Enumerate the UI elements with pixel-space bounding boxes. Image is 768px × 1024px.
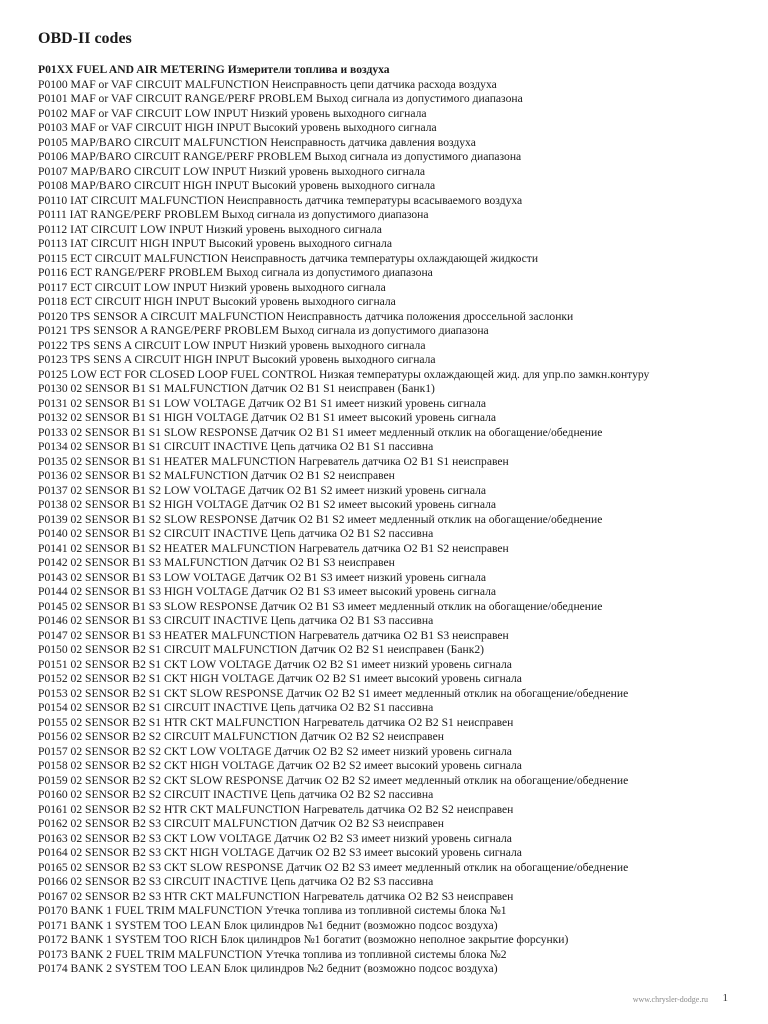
code-entry: P0120 TPS SENSOR A CIRCUIT MALFUNCTION Неисправность датчика положения дроссельной заслонки — [38, 309, 574, 323]
code-entry: P0138 02 SENSOR B1 S2 HIGH VOLTAGE Датчик O2 B1 S2 имеет высокий уровень сигнала — [38, 498, 497, 511]
code-entry: P0102 MAF or VAF CIRCUIT LOW INPUT Низкий уровень выходного сигнала — [38, 106, 427, 120]
section-heading: P01XX FUEL AND AIR METERING Измерители топлива и воздуха — [38, 63, 390, 76]
code-entry: P0116 ECT RANGE/PERF PROBLEM Выход сигнала из допустимого диапазона — [38, 266, 433, 279]
code-entry: P0158 02 SENSOR B2 S2 CKT HIGH VOLTAGE Датчик O2 B2 S2 имеет высокий уровень сигнала — [38, 759, 522, 772]
code-entry: P0130 02 SENSOR B1 S1 MALFUNCTION Датчик O2 B1 S1 неисправен (Банк1) — [38, 382, 435, 395]
code-entry: P0103 MAF or VAF CIRCUIT HIGH INPUT Высокий уровень выходного сигнала — [38, 121, 437, 134]
code-entry: P0100 MAF or VAF CIRCUIT MALFUNCTION Неисправность цепи датчика расхода воздуха — [38, 77, 497, 91]
code-entry: P0160 02 SENSOR B2 S2 CIRCUIT INACTIVE Цепь датчика O2 B2 S2 пассивна — [38, 788, 434, 801]
code-entry: P0133 02 SENSOR B1 S1 SLOW RESPONSE Датчик O2 B1 S1 имеет медленный отклик на обогащение/обеднение — [38, 425, 603, 439]
code-entry: P0163 02 SENSOR B2 S3 CKT LOW VOLTAGE Датчик O2 B2 S3 имеет низкий уровень сигнала — [38, 831, 512, 845]
code-entry: P0162 02 SENSOR B2 S3 CIRCUIT MALFUNCTION Датчик O2 B2 S3 неисправен — [38, 817, 444, 830]
code-entry: P0106 MAP/BARO CIRCUIT RANGE/PERF PROBLEM Выход сигнала из допустимого диапазона — [38, 150, 522, 163]
code-entry: P0144 02 SENSOR B1 S3 HIGH VOLTAGE Датчик O2 B1 S3 имеет высокий уровень сигнала — [38, 585, 497, 598]
code-entry: P0132 02 SENSOR B1 S1 HIGH VOLTAGE Датчик O2 B1 S1 имеет высокий уровень сигнала — [38, 411, 497, 424]
code-entry: P0108 MAP/BARO CIRCUIT HIGH INPUT Высокий уровень выходного сигнала — [38, 179, 436, 192]
code-entry: P0172 BANK 1 SYSTEM TOO RICH Блок цилиндров №1 богатит (возможно неполное закрытие форсунки) — [38, 933, 569, 946]
page-number: 1 — [722, 992, 728, 1004]
code-entry: P0111 IAT RANGE/PERF PROBLEM Выход сигнала из допустимого диапазона — [38, 208, 429, 221]
code-entry: P0150 02 SENSOR B2 S1 CIRCUIT MALFUNCTION Датчик O2 B2 S1 неисправен (Банк2) — [38, 643, 484, 656]
code-entry: P0141 02 SENSOR B1 S2 HEATER MALFUNCTION Нагреватель датчика O2 B1 S2 неисправен — [38, 541, 509, 555]
code-entry: P0153 02 SENSOR B2 S1 CKT SLOW RESPONSE Датчик O2 B2 S1 имеет медленный отклик на обогащение/обеднение — [38, 686, 629, 700]
code-entry: P0151 02 SENSOR B2 S1 CKT LOW VOLTAGE Датчик O2 B2 S1 имеет низкий уровень сигнала — [38, 657, 512, 671]
code-entry: P0101 MAF or VAF CIRCUIT RANGE/PERF PROBLEM Выход сигнала из допустимого диапазона — [38, 92, 523, 105]
code-entry: P0156 02 SENSOR B2 S2 CIRCUIT MALFUNCTION Датчик O2 B2 S2 неисправен — [38, 730, 444, 743]
code-entry: P0115 ECT CIRCUIT MALFUNCTION Неисправность датчика температуры охлаждающей жидкости — [38, 251, 539, 265]
code-entry: P0161 02 SENSOR B2 S2 HTR CKT MALFUNCTION Нагреватель датчика O2 B2 S2 неисправен — [38, 802, 514, 816]
code-entry: P0146 02 SENSOR B1 S3 CIRCUIT INACTIVE Цепь датчика O2 B1 S3 пассивна — [38, 614, 434, 627]
code-entry: P0166 02 SENSOR B2 S3 CIRCUIT INACTIVE Цепь датчика O2 B2 S3 пассивна — [38, 875, 434, 888]
code-entry: P0122 TPS SENS A CIRCUIT LOW INPUT Низкий уровень выходного сигнала — [38, 338, 426, 352]
code-entry: P0143 02 SENSOR B1 S3 LOW VOLTAGE Датчик O2 B1 S3 имеет низкий уровень сигнала — [38, 570, 487, 584]
code-entry: P0112 IAT CIRCUIT LOW INPUT Низкий уровень выходного сигнала — [38, 222, 382, 236]
code-entry: P0131 02 SENSOR B1 S1 LOW VOLTAGE Датчик O2 B1 S1 имеет низкий уровень сигнала — [38, 396, 487, 410]
code-entry: P0164 02 SENSOR B2 S3 CKT HIGH VOLTAGE Датчик O2 B2 S3 имеет высокий уровень сигнала — [38, 846, 522, 859]
code-entry: P0165 02 SENSOR B2 S3 CKT SLOW RESPONSE Датчик O2 B2 S3 имеет медленный отклик на обогащение/обеднение — [38, 860, 629, 874]
code-entry: P0152 02 SENSOR B2 S1 CKT HIGH VOLTAGE Датчик O2 B2 S1 имеет высокий уровень сигнала — [38, 672, 522, 685]
code-entry: P0136 02 SENSOR B1 S2 MALFUNCTION Датчик O2 B1 S2 неисправен — [38, 469, 395, 482]
code-entry: P0145 02 SENSOR B1 S3 SLOW RESPONSE Датчик O2 B1 S3 имеет медленный отклик на обогащение/обеднение — [38, 599, 603, 613]
code-entry: P0121 TPS SENSOR A RANGE/PERF PROBLEM Выход сигнала из допустимого диапазона — [38, 324, 489, 337]
code-entry: P0154 02 SENSOR B2 S1 CIRCUIT INACTIVE Цепь датчика O2 B2 S1 пассивна — [38, 701, 434, 714]
page-title: OBD-II codes — [38, 30, 132, 47]
code-entry: P0113 IAT CIRCUIT HIGH INPUT Высокий уровень выходного сигнала — [38, 237, 392, 250]
code-entry: P0173 BANK 2 FUEL TRIM MALFUNCTION Утечка топлива из топливной системы блока №2 — [38, 947, 507, 961]
code-entry: P0123 TPS SENS A CIRCUIT HIGH INPUT Высокий уровень выходного сигнала — [38, 353, 436, 366]
code-entry: P0159 02 SENSOR B2 S2 CKT SLOW RESPONSE Датчик O2 B2 S2 имеет медленный отклик на обогащение/обеднение — [38, 773, 629, 787]
code-entry: P0125 LOW ECT FOR CLOSED LOOP FUEL CONTROL Низкая температуры охлаждающей жид. для упр.по замкн.контуру — [38, 367, 650, 381]
code-entry: P0170 BANK 1 FUEL TRIM MALFUNCTION Утечка топлива из топливной системы блока №1 — [38, 904, 507, 917]
code-entry: P0142 02 SENSOR B1 S3 MALFUNCTION Датчик O2 B1 S3 неисправен — [38, 556, 395, 569]
code-entry: P0171 BANK 1 SYSTEM TOO LEAN Блок цилиндров №1 беднит (возможно подсос воздуха) — [38, 918, 498, 932]
code-entry: P0118 ECT CIRCUIT HIGH INPUT Высокий уровень выходного сигнала — [38, 295, 396, 308]
code-entry: P0140 02 SENSOR B1 S2 CIRCUIT INACTIVE Цепь датчика O2 B1 S2 пассивна — [38, 527, 434, 540]
code-entry: P0167 02 SENSOR B2 S3 HTR CKT MALFUNCTION Нагреватель датчика O2 B2 S3 неисправен — [38, 889, 514, 903]
code-entry: P0135 02 SENSOR B1 S1 HEATER MALFUNCTION Нагреватель датчика O2 B1 S1 неисправен — [38, 454, 509, 468]
code-entry: P0139 02 SENSOR B1 S2 SLOW RESPONSE Датчик O2 B1 S2 имеет медленный отклик на обогащение/обеднение — [38, 512, 603, 526]
code-entry: P0117 ECT CIRCUIT LOW INPUT Низкий уровень выходного сигнала — [38, 280, 386, 294]
code-entry: P0137 02 SENSOR B1 S2 LOW VOLTAGE Датчик O2 B1 S2 имеет низкий уровень сигнала — [38, 483, 487, 497]
code-entry: P0147 02 SENSOR B1 S3 HEATER MALFUNCTION Нагреватель датчика O2 B1 S3 неисправен — [38, 628, 509, 642]
code-entry: P0155 02 SENSOR B2 S1 HTR CKT MALFUNCTION Нагреватель датчика O2 B2 S1 неисправен — [38, 715, 514, 729]
code-entry: P0174 BANK 2 SYSTEM TOO LEAN Блок цилиндров №2 беднит (возможно подсос воздуха) — [38, 962, 498, 975]
code-entry: P0134 02 SENSOR B1 S1 CIRCUIT INACTIVE Цепь датчика O2 B1 S1 пассивна — [38, 440, 434, 453]
footer-url: www.chrysler-dodge.ru — [632, 995, 708, 1004]
code-entry: P0157 02 SENSOR B2 S2 CKT LOW VOLTAGE Датчик O2 B2 S2 имеет низкий уровень сигнала — [38, 744, 512, 758]
code-entry: P0110 IAT CIRCUIT MALFUNCTION Неисправность датчика температуры всасываемого воздуха — [38, 193, 523, 207]
code-entry: P0107 MAP/BARO CIRCUIT LOW INPUT Низкий уровень выходного сигнала — [38, 164, 426, 178]
code-entry: P0105 MAP/BARO CIRCUIT MALFUNCTION Неисправность датчика давления воздуха — [38, 135, 476, 149]
code-list — [38, 63, 758, 977]
